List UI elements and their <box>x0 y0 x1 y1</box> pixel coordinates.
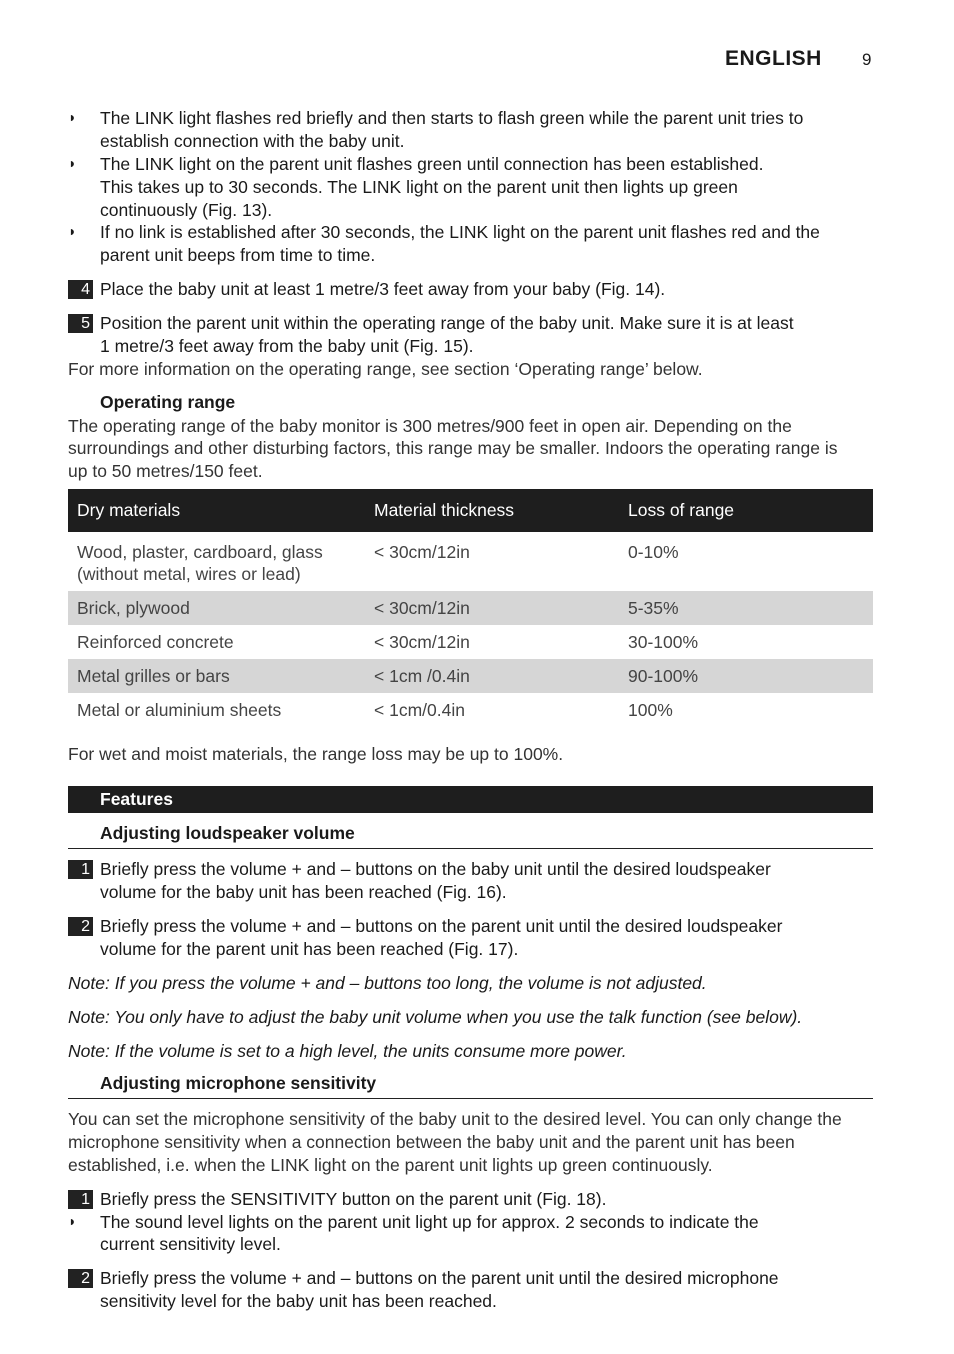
step-text: Briefly press the volume + and – buttons on the parent unit until the desired microphone <box>100 1268 779 1288</box>
step-text: sensitivity level for the baby unit has been reached. <box>100 1291 497 1311</box>
bullet-marker: ◗ <box>68 223 77 239</box>
table-cell: 0-10% <box>628 542 679 562</box>
step-text: Briefly press the volume + and – buttons on the parent unit until the desired loudspeaker <box>100 916 783 936</box>
table-cell: 5-35% <box>619 591 873 625</box>
step-text: volume for the parent unit has been reached (Fig. 17). <box>100 939 519 959</box>
step-number: 1 <box>68 860 93 879</box>
features-title: Features <box>100 789 173 809</box>
bullet-text: The sound level lights on the parent unit light up for approx. 2 seconds to indicate the <box>100 1212 759 1232</box>
section-rule <box>68 848 873 849</box>
table-cell: < 30cm/12in <box>365 591 619 625</box>
table-cell: < 1cm /0.4in <box>365 659 619 693</box>
bullet-text: continuously (Fig. 13). <box>100 200 273 220</box>
table-cell: < 30cm/12in <box>374 632 470 652</box>
microphone-intro: microphone sensitivity when a connection between the baby unit and the parent unit has been <box>68 1132 795 1152</box>
table-cell: 90-100% <box>619 659 873 693</box>
step-text: volume for the baby unit has been reached (Fig. 16). <box>100 882 507 902</box>
column-header: Material thickness <box>365 489 619 532</box>
operating-range-text: up to 50 metres/150 feet. <box>68 461 263 481</box>
bullet-marker: ◗ <box>68 109 77 125</box>
table-cell: Brick, plywood <box>68 591 365 625</box>
range-table <box>68 489 873 727</box>
table-cell: 100% <box>628 700 673 720</box>
wet-materials-note: For wet and moist materials, the range loss may be up to 100%. <box>68 744 564 764</box>
table-row <box>68 693 873 727</box>
section-rule <box>68 1098 873 1099</box>
bullet-text: The LINK light flashes red briefly and then starts to flash green while the parent unit tries to <box>100 108 804 128</box>
table-cell: < 30cm/12in <box>374 542 470 562</box>
table-cell: Reinforced concrete <box>77 632 234 652</box>
bullet-marker: ◗ <box>68 155 77 171</box>
step-text: 1 metre/3 feet away from the baby unit (Fig. 15). <box>100 336 474 356</box>
table-cell: Wood, plaster, cardboard, glass (without metal, wires or lead) <box>77 542 323 584</box>
step-text: Briefly press the volume + and – buttons on the baby unit until the desired loudspeaker <box>100 859 771 879</box>
step-number: 1 <box>68 1190 93 1209</box>
column-header: Dry materials <box>68 489 365 532</box>
features-section-bar <box>68 786 873 813</box>
table-row <box>68 659 873 693</box>
loudspeaker-heading: Adjusting loudspeaker volume <box>100 823 355 843</box>
table-cell: < 1cm/0.4in <box>374 700 465 720</box>
note-text: Note: If the volume is set to a high level, the units consume more power. <box>68 1041 627 1061</box>
language-label: ENGLISH <box>725 47 822 70</box>
note-text: Note: If you press the volume + and – buttons too long, the volume is not adjusted. <box>68 973 707 993</box>
step-number: 2 <box>68 1269 93 1288</box>
bullet-text: establish connection with the baby unit. <box>100 131 405 151</box>
step-number: 2 <box>68 917 93 936</box>
step-text: Place the baby unit at least 1 metre/3 feet away from your baby (Fig. 14). <box>100 279 666 299</box>
table-cell: Metal grilles or bars <box>68 659 365 693</box>
more-info-text: For more information on the operating range, see section ‘Operating range’ below. <box>68 359 703 379</box>
table-row <box>68 591 873 625</box>
step-number: 5 <box>68 314 93 333</box>
table-header-row <box>68 489 873 532</box>
bullet-text: The LINK light on the parent unit flashes green until connection has been established. <box>100 154 764 174</box>
table-row <box>68 625 873 659</box>
column-header: Loss of range <box>619 489 873 532</box>
bullet-text: If no link is established after 30 seconds, the LINK light on the parent unit flashes red and the <box>100 222 820 242</box>
note-text: Note: You only have to adjust the baby unit volume when you use the talk function (see below). <box>68 1007 803 1027</box>
table-row <box>68 532 873 591</box>
table-cell: Metal or aluminium sheets <box>77 700 282 720</box>
operating-range-text: surroundings and other disturbing factors, this range may be smaller. Indoors the operating range is <box>68 438 838 458</box>
table-cell: 30-100% <box>628 632 699 652</box>
operating-range-heading: Operating range <box>100 392 236 412</box>
step-text: Briefly press the SENSITIVITY button on the parent unit (Fig. 18). <box>100 1189 607 1209</box>
page-number: 9 <box>862 50 872 69</box>
bullet-marker: ◗ <box>68 1213 77 1229</box>
operating-range-text: The operating range of the baby monitor is 300 metres/900 feet in open air. Depending on the <box>68 416 792 436</box>
microphone-intro: You can set the microphone sensitivity of the baby unit to the desired level. You can only change the <box>68 1109 842 1129</box>
bullet-text: current sensitivity level. <box>100 1234 281 1254</box>
bullet-text: parent unit beeps from time to time. <box>100 245 376 265</box>
microphone-heading: Adjusting microphone sensitivity <box>100 1073 377 1093</box>
bullet-text: This takes up to 30 seconds. The LINK light on the parent unit then lights up green <box>100 177 738 197</box>
microphone-intro: established, i.e. when the LINK light on the parent unit lights up green continuously. <box>68 1155 713 1175</box>
step-text: Position the parent unit within the operating range of the baby unit. Make sure it is at least <box>100 313 794 333</box>
step-number: 4 <box>68 280 93 299</box>
